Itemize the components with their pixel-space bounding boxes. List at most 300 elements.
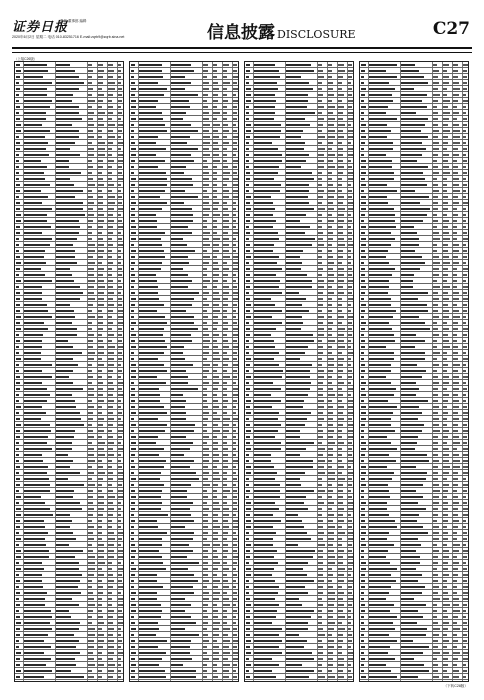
- table-cell-text: [56, 370, 74, 372]
- table-cell-text: [24, 490, 51, 492]
- table-cell-text: [453, 520, 459, 522]
- table-cell-text: [401, 664, 424, 666]
- table-cell-text: [361, 370, 365, 372]
- table-cell-text: [108, 646, 114, 648]
- table-cell-text: [401, 328, 430, 330]
- table-cell-text: [361, 166, 366, 168]
- table-cell-text: [131, 556, 135, 558]
- table-cell-text: [463, 286, 468, 288]
- table-cell-text: [361, 580, 365, 582]
- table-cell-text: [223, 172, 230, 174]
- table-cell-text: [171, 124, 192, 126]
- table-cell-text: [328, 430, 334, 432]
- table-cell-text: [233, 298, 238, 300]
- table-cell-text: [328, 358, 334, 360]
- table-cell-text: [453, 274, 457, 276]
- table-cell-text: [286, 580, 314, 582]
- table-cell-text: [233, 538, 237, 540]
- table-cell-text: [286, 622, 309, 624]
- table-cell-text: [401, 364, 417, 366]
- table-cell-text: [401, 124, 425, 126]
- table-cell-text: [88, 520, 92, 522]
- table-cell-text: [246, 94, 251, 96]
- table-cell-text: [213, 526, 220, 528]
- table-cell-text: [223, 64, 229, 66]
- table-cell-text: [88, 364, 92, 366]
- table-cell-text: [286, 598, 299, 600]
- table-cell-text: [318, 112, 323, 114]
- table-cell-text: [286, 544, 298, 546]
- table-cell-text: [233, 652, 238, 654]
- table-cell-text: [443, 148, 448, 150]
- table-cell-text: [223, 322, 228, 324]
- table-cell-text: [453, 454, 459, 456]
- table-cell-text: [118, 484, 123, 486]
- table-cell-text: [118, 250, 121, 252]
- table-cell-text: [203, 160, 208, 162]
- table-cell-text: [203, 430, 207, 432]
- table-cell-text: [318, 232, 323, 234]
- table-cell-text: [453, 466, 460, 468]
- table-cell-text: [56, 304, 70, 306]
- table-cell-text: [318, 358, 322, 360]
- table-cell-text: [453, 634, 457, 636]
- table-cell-text: [213, 220, 217, 222]
- table-cell-text: [286, 76, 301, 78]
- table-cell-text: [286, 250, 304, 252]
- table-cell-text: [348, 454, 352, 456]
- table-cell-text: [318, 490, 325, 492]
- table-cell-text: [286, 394, 309, 396]
- table-cell-text: [139, 184, 167, 186]
- table-cell-text: [118, 406, 122, 408]
- table-cell-text: [443, 652, 450, 654]
- table-cell-text: [254, 82, 277, 84]
- table-cell-text: [254, 454, 271, 456]
- table-cell-text: [286, 142, 305, 144]
- table-cell-text: [338, 412, 344, 414]
- table-cell-text: [16, 256, 20, 258]
- table-cell-text: [98, 394, 103, 396]
- table-cell-text: [213, 124, 220, 126]
- table-cell-text: [318, 292, 324, 294]
- table-cell-text: [433, 568, 438, 570]
- table-cell-text: [254, 124, 282, 126]
- table-cell-text: [24, 166, 47, 168]
- table-cell-text: [203, 592, 209, 594]
- table-cell-text: [361, 520, 366, 522]
- table-cell-text: [348, 178, 353, 180]
- table-cell-text: [453, 88, 460, 90]
- table-cell-text: [16, 130, 21, 132]
- table-cell-text: [98, 580, 102, 582]
- table-cell-text: [16, 658, 20, 660]
- table-cell-text: [56, 514, 70, 516]
- table-cell-text: [369, 574, 391, 576]
- table-cell-text: [361, 184, 366, 186]
- table-cell-text: [254, 664, 280, 666]
- table-cell-text: [433, 646, 438, 648]
- table-cell-text: [24, 196, 48, 198]
- table-cell-text: [98, 562, 105, 564]
- table-cell-text: [213, 64, 217, 66]
- table-cell-text: [223, 640, 230, 642]
- table-cell-text: [213, 466, 217, 468]
- table-cell-text: [348, 514, 351, 516]
- table-cell-text: [131, 346, 136, 348]
- table-cell-text: [401, 442, 417, 444]
- table-cell-text: [223, 466, 228, 468]
- table-cell-text: [433, 622, 438, 624]
- table-cell-text: [401, 562, 421, 564]
- table-cell-text: [286, 226, 310, 228]
- table-cell-text: [286, 376, 310, 378]
- table-cell-text: [401, 208, 430, 210]
- table-cell-text: [318, 598, 322, 600]
- table-cell-text: [233, 316, 236, 318]
- table-cell-text: [453, 346, 459, 348]
- table-cell-text: [24, 70, 48, 72]
- table-cell-text: [318, 196, 323, 198]
- table-cell-text: [443, 328, 449, 330]
- table-cell-text: [401, 352, 425, 354]
- table-cell-text: [338, 454, 342, 456]
- table-cell-text: [401, 490, 416, 492]
- table-cell-text: [433, 496, 440, 498]
- table-cell-text: [318, 214, 322, 216]
- table-cell-text: [88, 604, 95, 606]
- table-cell-text: [223, 364, 229, 366]
- table-cell-text: [233, 628, 237, 630]
- table-cell-text: [338, 124, 345, 126]
- table-cell-text: [203, 226, 208, 228]
- table-cell-text: [338, 172, 343, 174]
- table-cell-text: [401, 628, 427, 630]
- table-cell-text: [131, 202, 136, 204]
- table-cell-text: [246, 328, 250, 330]
- table-cell-text: [203, 166, 209, 168]
- section-title: [207, 18, 356, 43]
- table-cell-text: [131, 124, 134, 126]
- table-cell-text: [171, 622, 196, 624]
- table-cell-text: [463, 556, 467, 558]
- table-cell-text: [88, 118, 93, 120]
- table-cell-text: [233, 376, 237, 378]
- table-cell-text: [223, 616, 228, 618]
- table-cell-text: [213, 214, 220, 216]
- table-cell-text: [213, 652, 219, 654]
- table-cell-text: [223, 376, 230, 378]
- table-cell-text: [139, 598, 157, 600]
- table-cell-text: [56, 340, 68, 342]
- table-cell-text: [171, 610, 186, 612]
- table-cell-text: [369, 262, 389, 264]
- table-cell-text: [139, 616, 161, 618]
- table-cell-text: [369, 436, 388, 438]
- table-cell-text: [338, 100, 342, 102]
- table-cell-text: [433, 124, 438, 126]
- table-cell-text: [88, 502, 94, 504]
- table-cell-text: [171, 322, 194, 324]
- table-cell-text: [328, 328, 332, 330]
- table-cell-text: [56, 184, 74, 186]
- table-cell-text: [24, 364, 52, 366]
- table-cell-text: [401, 76, 424, 78]
- table-cell-text: [433, 424, 439, 426]
- table-cell-text: [131, 220, 135, 222]
- table-cell-text: [463, 544, 466, 546]
- table-cell-text: [24, 652, 44, 654]
- table-cell-text: [369, 580, 396, 582]
- table-cell-text: [108, 142, 113, 144]
- table-cell-text: [213, 502, 220, 504]
- table-cell-text: [223, 448, 228, 450]
- table-cell-text: [88, 544, 92, 546]
- table-cell-text: [108, 508, 114, 510]
- table-cell-text: [213, 274, 220, 276]
- table-cell-text: [56, 112, 80, 114]
- table-cell-text: [171, 286, 189, 288]
- table-cell-text: [118, 292, 122, 294]
- table-cell-text: [369, 256, 387, 258]
- table-cell-text: [361, 106, 367, 108]
- table-cell-text: [246, 340, 250, 342]
- table-cell-text: [223, 232, 229, 234]
- table-cell-text: [16, 268, 20, 270]
- table-cell-text: [369, 460, 396, 462]
- table-cell-text: [246, 586, 250, 588]
- table-cell-text: [433, 556, 439, 558]
- table-cell-text: [401, 610, 418, 612]
- table-cell-text: [338, 544, 342, 546]
- table-cell-text: [213, 478, 220, 480]
- table-cell-text: [118, 520, 122, 522]
- table-cell-text: [463, 94, 466, 96]
- table-cell-text: [24, 460, 43, 462]
- table-cell-text: [361, 256, 366, 258]
- table-cell-text: [24, 340, 42, 342]
- table-cell-text: [338, 388, 342, 390]
- table-cell-text: [131, 646, 135, 648]
- table-cell-text: [348, 358, 352, 360]
- table-cell-text: [118, 388, 122, 390]
- table-cell-text: [318, 100, 322, 102]
- table-cell-text: [246, 664, 251, 666]
- table-cell-text: [24, 556, 50, 558]
- table-cell-text: [328, 64, 332, 66]
- table-cell-text: [433, 400, 439, 402]
- table-cell-text: [98, 274, 104, 276]
- table-cell-text: [338, 532, 345, 534]
- table-cell-text: [443, 298, 449, 300]
- table-cell-text: [433, 514, 439, 516]
- table-cell-text: [328, 478, 335, 480]
- table-cell-text: [369, 310, 396, 312]
- table-cell-text: [98, 82, 103, 84]
- table-cell-text: [171, 412, 186, 414]
- table-cell-text: [88, 160, 92, 162]
- table-cell-text: [24, 316, 52, 318]
- table-cell-text: [16, 634, 20, 636]
- table-cell-text: [24, 82, 52, 84]
- table-cell-text: [254, 400, 281, 402]
- table-cell-text: [233, 580, 236, 582]
- table-cell-text: [361, 136, 366, 138]
- table-cell-text: [24, 76, 44, 78]
- table-cell-text: [203, 262, 210, 264]
- table-cell-text: [443, 550, 449, 552]
- table-cell-text: [443, 322, 447, 324]
- table-cell-text: [233, 238, 236, 240]
- table-cell-text: [108, 202, 115, 204]
- table-cell-text: [433, 364, 439, 366]
- table-cell-text: [338, 196, 344, 198]
- table-cell-text: [246, 538, 250, 540]
- table-cell-text: [433, 262, 440, 264]
- table-cell-text: [213, 328, 217, 330]
- table-cell-text: [171, 574, 194, 576]
- table-cell-text: [118, 82, 121, 84]
- table-cell-text: [286, 412, 311, 414]
- table-cell-text: [338, 64, 345, 66]
- table-cell-text: [118, 268, 122, 270]
- table-cell-text: [108, 502, 114, 504]
- table-cell-text: [286, 328, 301, 330]
- table-cell-text: [223, 628, 230, 630]
- table-cell-text: [56, 448, 72, 450]
- table-cell-text: [286, 526, 304, 528]
- table-cell-text: [246, 676, 250, 678]
- table-cell-text: [318, 190, 325, 192]
- table-cell-text: [463, 604, 467, 606]
- table-cell-text: [223, 520, 229, 522]
- table-cell-text: [254, 550, 277, 552]
- table-cell-text: [453, 352, 458, 354]
- table-cell-text: [433, 82, 439, 84]
- table-cell-text: [233, 112, 238, 114]
- table-cell-text: [139, 640, 168, 642]
- table-cell-text: [171, 508, 190, 510]
- table-cell-text: [328, 640, 335, 642]
- table-cell-text: [56, 526, 70, 528]
- table-cell-text: [361, 160, 366, 162]
- table-cell-text: [233, 532, 236, 534]
- table-cell-text: [131, 226, 136, 228]
- table-cell-text: [16, 406, 21, 408]
- table-cell-text: [24, 274, 45, 276]
- table-cell-text: [369, 238, 395, 240]
- table-cell-text: [369, 388, 396, 390]
- table-cell-text: [213, 298, 220, 300]
- table-cell-text: [401, 106, 427, 108]
- table-cell-text: [463, 154, 466, 156]
- table-cell-text: [131, 370, 136, 372]
- table-cell-text: [433, 298, 439, 300]
- table-cell-text: [338, 118, 343, 120]
- table-cell-text: [203, 106, 209, 108]
- table-cell-text: [108, 562, 113, 564]
- table-cell-text: [328, 304, 332, 306]
- table-cell-text: [139, 580, 157, 582]
- table-cell-text: [348, 544, 352, 546]
- table-cell-text: [453, 316, 460, 318]
- table-cell-text: [328, 508, 333, 510]
- table-cell-text: [108, 652, 115, 654]
- table-cell-text: [286, 400, 305, 402]
- table-cell-text: [463, 118, 468, 120]
- table-cell-text: [433, 580, 438, 582]
- table-cell-text: [223, 196, 230, 198]
- table-cell-text: [56, 280, 75, 282]
- table-cell-text: [171, 232, 193, 234]
- table-cell-text: [56, 346, 73, 348]
- table-cell-text: [453, 370, 459, 372]
- table-cell-text: [223, 160, 228, 162]
- table-cell-text: [401, 82, 429, 84]
- table-cell-text: [453, 82, 460, 84]
- table-cell-text: [463, 148, 468, 150]
- table-cell-text: [361, 466, 366, 468]
- table-cell-text: [203, 466, 208, 468]
- table-cell-text: [88, 310, 92, 312]
- table-cell-text: [401, 304, 427, 306]
- table-cell-text: [213, 388, 218, 390]
- table-cell-text: [24, 232, 43, 234]
- table-cell-text: [246, 88, 251, 90]
- table-cell-text: [433, 544, 437, 546]
- table-cell-text: [318, 388, 324, 390]
- table-cell-text: [318, 550, 323, 552]
- table-cell-text: [433, 148, 439, 150]
- table-cell-text: [108, 466, 112, 468]
- table-cell-text: [223, 142, 230, 144]
- table-cell-text: [131, 640, 135, 642]
- table-cell-text: [361, 538, 365, 540]
- table-cell-text: [223, 676, 229, 678]
- table-cell-text: [98, 100, 103, 102]
- table-cell-text: [171, 490, 188, 492]
- table-cell-text: [56, 484, 84, 486]
- table-cell-text: [463, 202, 468, 204]
- table-cell-text: [233, 142, 237, 144]
- table-column-block: [129, 61, 239, 682]
- table-cell-text: [369, 520, 395, 522]
- table-cell-text: [348, 184, 351, 186]
- table-cell-text: [401, 574, 422, 576]
- table-cell-text: [453, 232, 457, 234]
- table-cell-text: [118, 262, 122, 264]
- table-cell-text: [233, 460, 238, 462]
- table-cell-text: [443, 250, 448, 252]
- table-cell-text: [171, 172, 184, 174]
- table-cell-text: [338, 664, 344, 666]
- table-cell-text: [463, 334, 467, 336]
- table-cell-text: [233, 646, 238, 648]
- table-cell-text: [88, 286, 94, 288]
- table-cell-text: [233, 322, 237, 324]
- table-cell-text: [361, 232, 365, 234]
- table-cell-text: [348, 376, 353, 378]
- table-cell-text: [16, 274, 20, 276]
- table-cell-text: [254, 460, 271, 462]
- editor-info: 责任 董事郎 编辑: [60, 19, 87, 23]
- table-cell-text: [16, 442, 19, 444]
- table-cell-text: [213, 586, 219, 588]
- table-cell-text: [318, 640, 323, 642]
- table-cell-text: [88, 256, 94, 258]
- table-cell-text: [24, 304, 48, 306]
- table-cell-text: [433, 658, 438, 660]
